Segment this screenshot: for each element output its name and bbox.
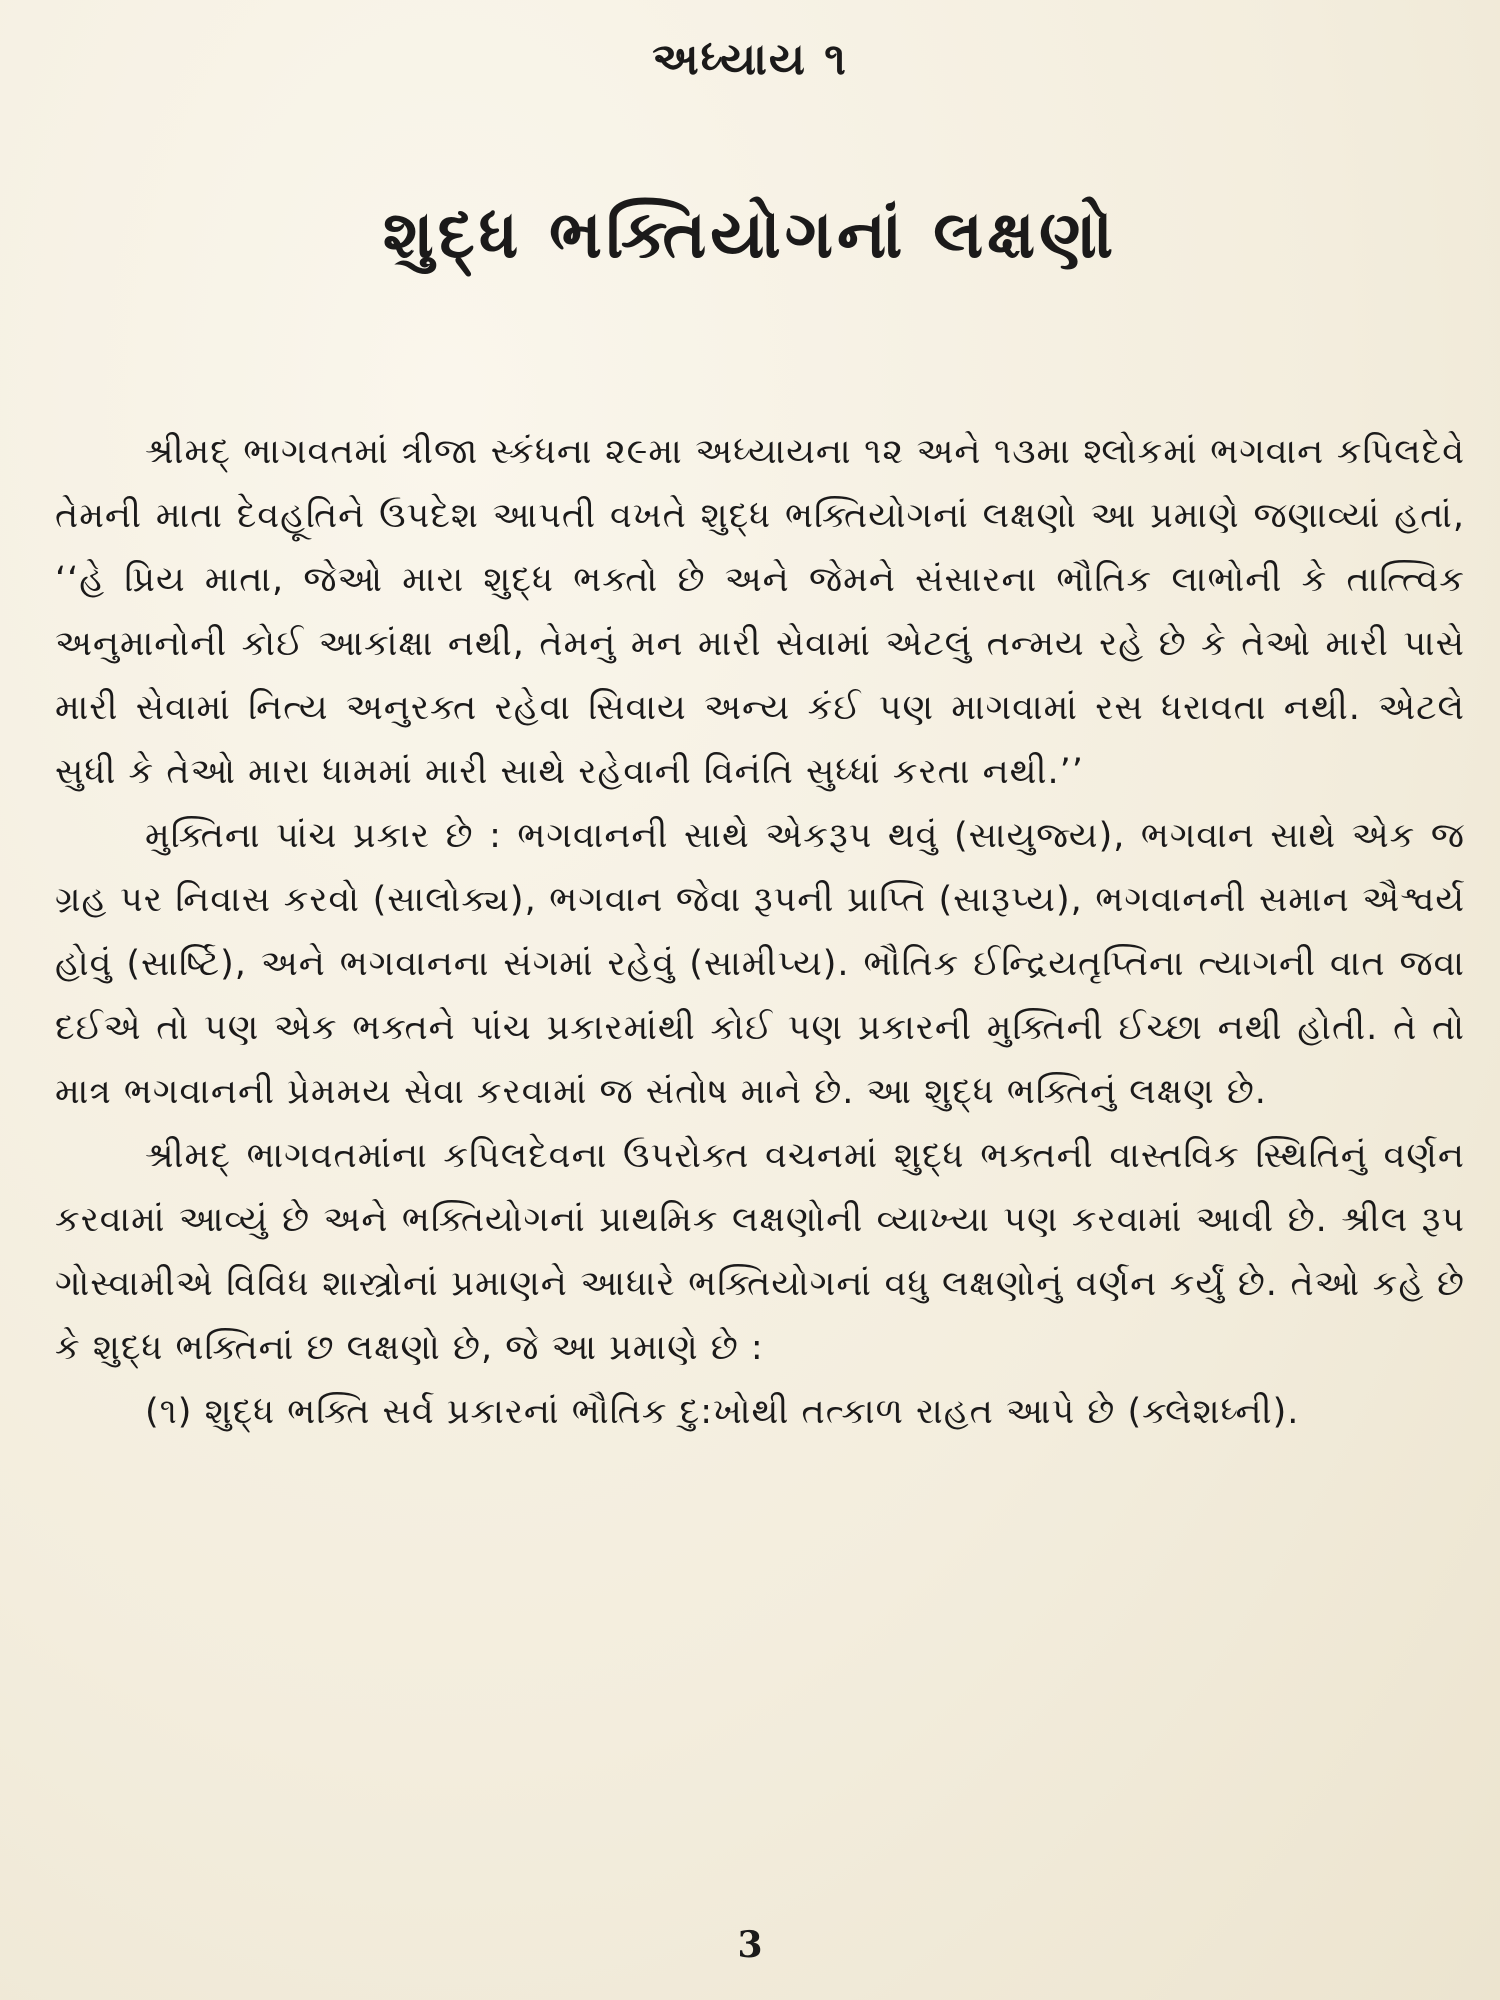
body-text [55,420,1465,1444]
page-number: 3 [737,1924,763,1966]
paragraph-1: શ્રીમદ્ ભાગવતમાં ત્રીજા સ્કંધના ૨૯મા અધ્યાયના ૧૨ અને ૧૩મા શ્લોકમાં ભગવાન કપિલદેવે તેમની માતા દેવહૂતિને ઉપદેશ આપતી વખતે શુદ્ધ ભક્તિયોગનાં લક્ષણો આ પ્રમાણે જણાવ્યાં હતાં, ‘‘હે પ્રિય માતા, જેઓ મારા શુદ્ધ ભક્તો છે અને જેમને સંસારના ભૌતિક લાભોની કે તાત્ત્વિક અનુમાનોની કોઈ આકાંક્ષા નથી, તેમનું મન મારી સેવામાં એટલું તન્મય રહે છે કે તેઓ મારી પાસે મારી સેવામાં નિત્ય અનુરક્ત રહેવા સિવાય અન્ય કંઈ પણ માગવામાં રસ ધરાવતા નથી. એટલે સુધી કે તેઓ મારા ધામમાં મારી સાથે રહેવાની વિનંતિ સુધ્ધાં કરતા નથી.’’ [55,432,1465,792]
paragraph-2: મુક્તિના પાંચ પ્રકાર છે : ભગવાનની સાથે એકરૂપ થવું (સાયુજ્ય), ભગવાન સાથે એક જ ગ્રહ પર નિવાસ કરવો (સાલોક્ય), ભગવાન જેવા રૂપની પ્રાપ્તિ (સારૂપ્ય), ભગવાનની સમાન ઐશ્વર્ય હોવું (સાર્ષ્ટિ), અને ભગવાનના સંગમાં રહેવું (સામીપ્ય). ભૌતિક ઈન્દ્રિયતૃપ્તિના ત્યાગની વાત જવા દઈએ તો પણ એક ભક્તને પાંચ પ્રકારમાંથી કોઈ પણ પ્રકારની મુક્તિની ઈચ્છા નથી હોતી. તે તો માત્ર ભગવાનની પ્રેમમય સેવા કરવામાં જ સંતોષ માને છે. આ શુદ્ધ ભક્તિનું લક્ષણ છે. [55,816,1465,1112]
list-item-1: (૧) શુદ્ધ ભક્તિ સર્વ પ્રકારનાં ભૌતિક દુ:ખોથી તત્કાળ રાહત આપે છે (ક્લેશધ્ની). [145,1392,1300,1432]
chapter-title: શુદ્ધ ભક્તિયોગનાં લક્ષણો [382,196,1118,273]
paragraph-3: શ્રીમદ્ ભાગવતમાંના કપિલદેવના ઉપરોક્ત વચનમાં શુદ્ધ ભક્તની વાસ્તવિક સ્થિતિનું વર્ણન કરવામાં આવ્યું છે અને ભક્તિયોગનાં પ્રાથમિક લક્ષણોની વ્યાખ્યા પણ કરવામાં આવી છે. શ્રીલ રૂપ ગોસ્વામીએ વિવિધ શાસ્ત્રોનાં પ્રમાણને આધારે ભક્તિયોગનાં વધુ લક્ષણોનું વર્ણન કર્યું છે. તેઓ કહે છે કે શુદ્ધ ભક્તિનાં છ લક્ષણો છે, જે આ પ્રમાણે છે : [55,1136,1465,1368]
chapter-label: અધ્યાય ૧ [652,34,848,85]
